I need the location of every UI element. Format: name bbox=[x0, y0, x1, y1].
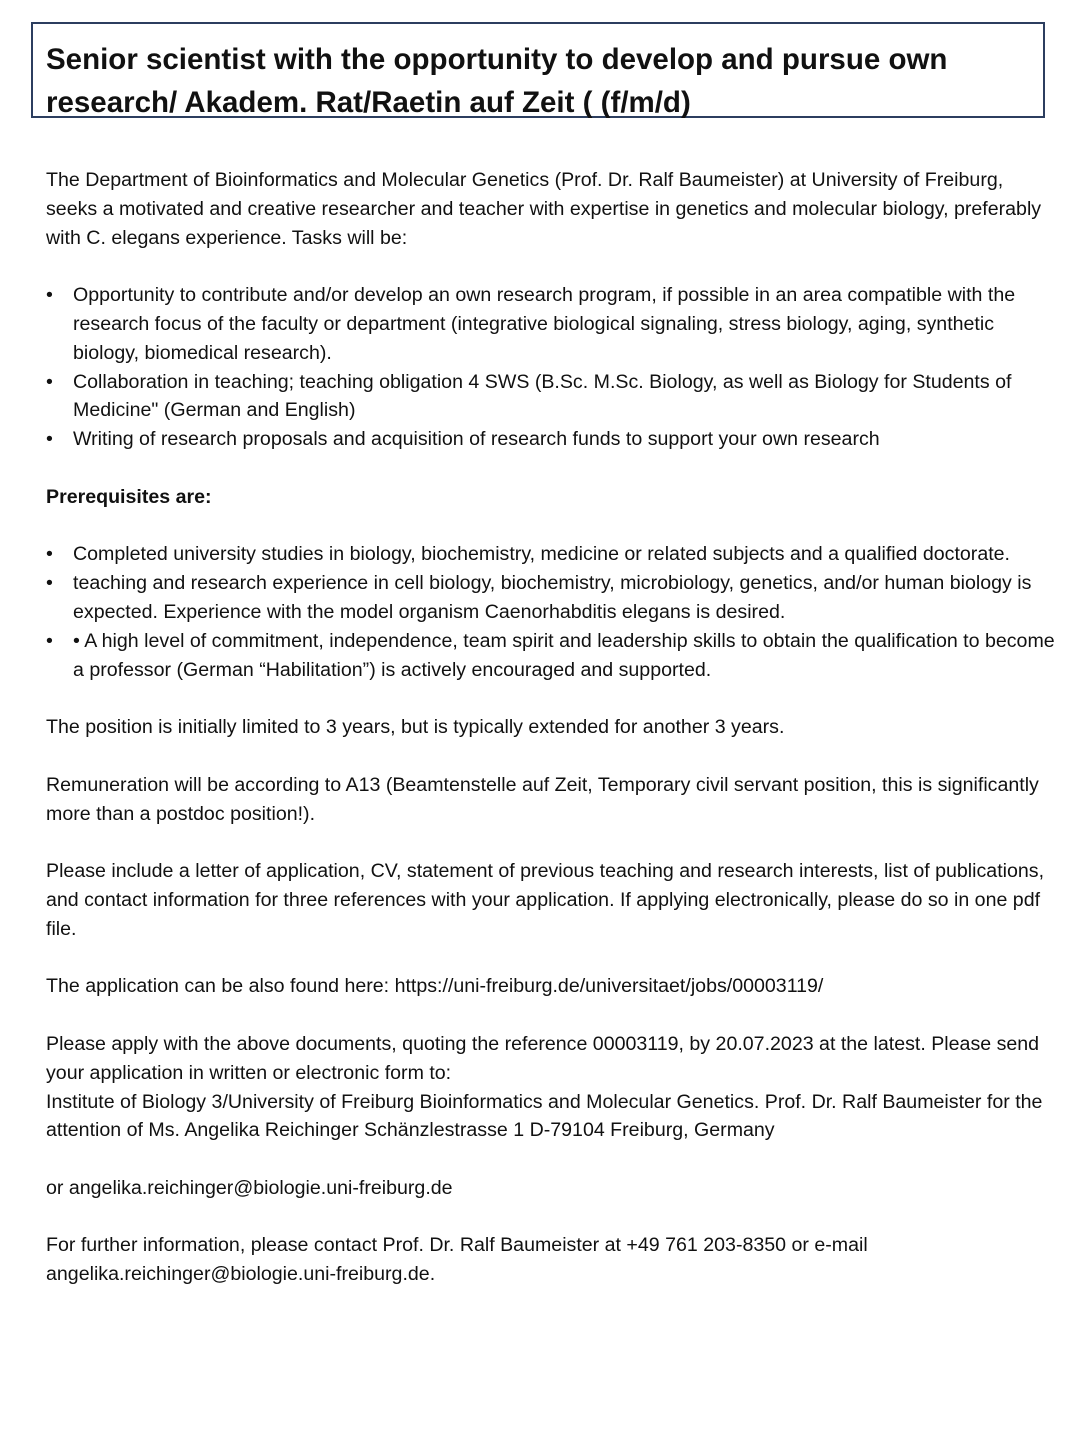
spacer bbox=[46, 1203, 1056, 1232]
spacer bbox=[46, 512, 1056, 541]
title-box bbox=[31, 22, 1045, 118]
spacer bbox=[46, 454, 1056, 483]
bullet-icon: • bbox=[46, 629, 53, 652]
bullet-icon: • bbox=[46, 284, 53, 307]
postal-address: Institute of Biology 3/University of Freiburg Bioinformatics and Molecular Genetics. Prof. Dr. Ralf Baumeister for the attention of Ms. Angelika Reichinger Schänzlestrasse 1 D-79104 Freiburg, Germany bbox=[46, 1090, 1043, 1142]
prerequisites-heading: Prerequisites are: bbox=[46, 485, 212, 508]
spacer bbox=[46, 742, 1056, 771]
email-alternative: or angelika.reichinger@biologie.uni-freiburg.de bbox=[46, 1176, 453, 1199]
spacer bbox=[46, 1145, 1056, 1174]
list-item bbox=[46, 627, 1056, 685]
apply-instructions: Please apply with the above documents, quoting the reference 00003119, by 20.07.2023 at the latest. Please send your application in written or electronic form to: bbox=[46, 1032, 1040, 1084]
bullet-icon: • bbox=[46, 428, 53, 451]
list-item bbox=[46, 425, 1056, 454]
intro-paragraph: The Department of Bioinformatics and Molecular Genetics (Prof. Dr. Ralf Baumeister) at University of Freiburg, seeks a motivated and creative researcher and teacher with expertise in genetics and molecular biology, preferably with C. elegans experience. Tasks will be: bbox=[46, 169, 1042, 249]
prerequisite-text: teaching and research experience in cell biology, biochemistry, microbiology, genetics, and/or human biology is expected. Experience with the model organism Caenorhabditis elegans is desired. bbox=[73, 572, 1032, 623]
page-title-line-2: research/ Akadem. Rat/Raetin auf Zeit ( (f/m/d) bbox=[46, 86, 691, 119]
tasks-list bbox=[46, 281, 1056, 454]
spacer bbox=[46, 252, 1056, 281]
prerequisite-text: Completed university studies in biology, biochemistry, medicine or related subjects and a qualified doctorate. bbox=[73, 543, 1010, 566]
list-item bbox=[46, 540, 1056, 569]
bullet-icon: • bbox=[46, 543, 53, 566]
spacer bbox=[46, 944, 1056, 973]
spacer bbox=[46, 684, 1056, 713]
list-item bbox=[46, 569, 1056, 627]
task-text: Collaboration in teaching; teaching obligation 4 SWS (B.Sc. M.Sc. Biology, as well as Biology for Students of Medicine" (German and English) bbox=[73, 370, 1012, 422]
bullet-icon: • bbox=[46, 572, 53, 595]
position-duration: The position is initially limited to 3 years, but is typically extended for another 3 years. bbox=[46, 716, 785, 739]
list-item bbox=[46, 281, 1056, 367]
documents-paragraph: Please include a letter of application, CV, statement of previous teaching and research interests, list of publications, and contact information for three references with your application. If applying electronically, please do so in one pdf file. bbox=[46, 860, 1045, 940]
job-description bbox=[46, 166, 1056, 1289]
spacer bbox=[46, 828, 1056, 857]
list-item bbox=[46, 368, 1056, 426]
bullet-icon: • bbox=[46, 370, 53, 393]
application-link-line: The application can be also found here: https://uni-freiburg.de/universitaet/jobs/00003119/ bbox=[46, 975, 824, 998]
remuneration-paragraph: Remuneration will be according to A13 (Beamtenstelle auf Zeit, Temporary civil servant position, this is significantly more than a postdoc position!). bbox=[46, 773, 1039, 825]
task-text: Writing of research proposals and acquisition of research funds to support your own research bbox=[73, 428, 880, 451]
spacer bbox=[46, 1001, 1056, 1030]
prerequisites-list bbox=[46, 540, 1056, 684]
contact-paragraph: For further information, please contact Prof. Dr. Ralf Baumeister at +49 761 203-8350 or e-mail angelika.reichinger@biologie.uni-freiburg.de. bbox=[46, 1234, 868, 1286]
task-text: Opportunity to contribute and/or develop an own research program, if possible in an area compatible with the research focus of the faculty or department (integrative biological signaling, stress biology, aging, synthetic biology, biomedical research). bbox=[73, 284, 1016, 364]
prerequisite-text: • A high level of commitment, independence, team spirit and leadership skills to obtain the qualification to become a professor (German “Habilitation”) is actively encouraged and supported. bbox=[73, 629, 1055, 681]
page-title-line-1: Senior scientist with the opportunity to develop and pursue own bbox=[46, 43, 948, 76]
